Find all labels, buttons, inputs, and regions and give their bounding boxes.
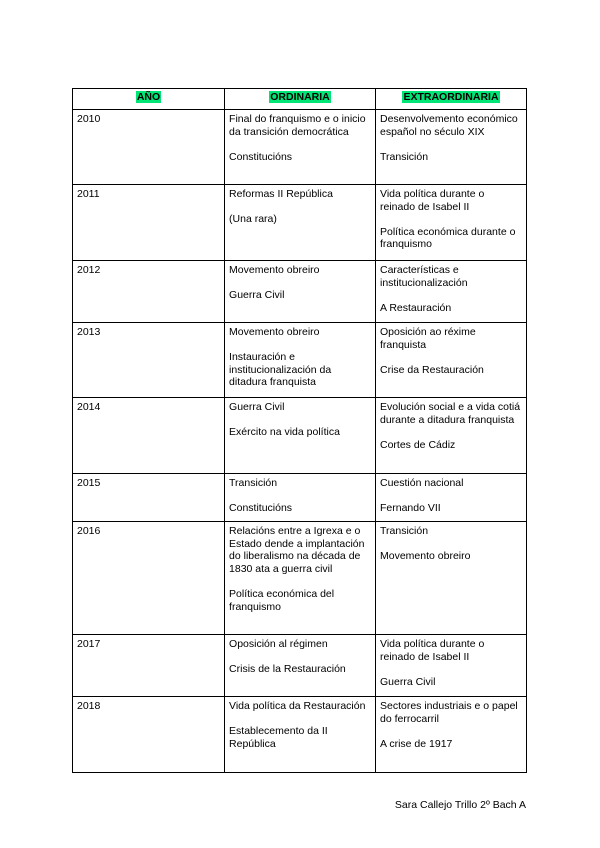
table-row <box>73 697 527 773</box>
extraordinaria-cell <box>376 522 527 635</box>
extraordinaria-cell <box>376 474 527 522</box>
topic-entry: A crise de 1917 <box>380 737 453 750</box>
topic-entry: Sectores industriais e o papel do ferrocarril <box>380 700 518 725</box>
topic-entry: Instauración e institucionalización da ditadura franquista <box>229 351 332 389</box>
ordinaria-cell <box>225 697 376 773</box>
topic-entry: Guerra Civil <box>229 401 285 413</box>
year-cell: 2012 <box>73 261 225 323</box>
topic-entry: Política económica durante o franquismo <box>380 225 516 251</box>
topic-entry: Crise da Restauración <box>380 363 484 376</box>
topic-entry: Transición <box>229 477 278 489</box>
ordinaria-cell <box>225 474 376 522</box>
header-ordinaria: ORDINARIA <box>225 89 376 110</box>
table-row <box>73 323 527 398</box>
topic-entry: Guerra Civil <box>229 289 285 302</box>
table-row <box>73 110 527 185</box>
topic-entry: Vida política durante o reinado de Isabel II <box>380 188 485 213</box>
header-extraordinaria: EXTRAORDINARIA <box>376 89 527 110</box>
ordinaria-cell <box>225 110 376 185</box>
topic-entry: Constitucións <box>229 502 293 515</box>
ordinaria-cell <box>225 635 376 697</box>
table-row <box>73 261 527 323</box>
ordinaria-cell <box>225 398 376 474</box>
exam-topics-table <box>72 88 527 773</box>
ordinaria-cell <box>225 261 376 323</box>
table-row <box>73 398 527 474</box>
table-row <box>73 522 527 635</box>
header-year: AÑO <box>73 89 225 110</box>
extraordinaria-cell <box>376 323 527 398</box>
extraordinaria-cell <box>376 697 527 773</box>
extraordinaria-cell <box>376 185 527 261</box>
extraordinaria-cell <box>376 110 527 185</box>
topic-entry: Oposición al régimen <box>229 638 328 650</box>
topic-entry: Características e institucionalización <box>380 264 468 289</box>
topic-entry: Movemento obreiro <box>380 550 471 563</box>
topic-entry: Movemento obreiro <box>229 326 320 338</box>
topic-entry: Cortes de Cádiz <box>380 438 456 451</box>
header-row <box>73 89 527 110</box>
topic-entry: Evolución social e a vida cotiá durante a ditadura franquista <box>380 401 521 426</box>
year-cell: 2013 <box>73 323 225 398</box>
topic-entry: Constitucións <box>229 150 293 163</box>
ordinaria-cell <box>225 185 376 261</box>
topic-entry: (Una rara) <box>229 213 277 226</box>
extraordinaria-cell <box>376 398 527 474</box>
topic-entry: Cuestión nacional <box>380 477 464 489</box>
topic-entry: Vida política durante o reinado de Isabel II <box>380 638 485 663</box>
topic-entry: Guerra Civil <box>380 675 436 688</box>
table-row <box>73 474 527 522</box>
year-cell: 2017 <box>73 635 225 697</box>
topic-entry: Exército na vida política <box>229 426 340 439</box>
topic-entry: Fernando VII <box>380 502 441 515</box>
year-cell: 2016 <box>73 522 225 635</box>
topic-entry: Vida política da Restauración <box>229 700 366 712</box>
ordinaria-cell <box>225 323 376 398</box>
extraordinaria-cell <box>376 261 527 323</box>
topic-entry: Política económica del franquismo <box>229 587 335 613</box>
topic-entry: Movemento obreiro <box>229 264 320 276</box>
topic-entry: Desenvolvemento económico español no século XIX <box>380 113 518 138</box>
topic-entry: Oposición ao réxime franquista <box>380 326 476 351</box>
author-footer: Sara Callejo Trillo 2º Bach A <box>394 799 526 811</box>
year-cell: 2011 <box>73 185 225 261</box>
topic-entry: Transición <box>380 525 429 537</box>
year-cell: 2018 <box>73 697 225 773</box>
extraordinaria-cell <box>376 635 527 697</box>
ordinaria-cell <box>225 522 376 635</box>
topic-entry: Transición <box>380 150 429 163</box>
table-row <box>73 635 527 697</box>
year-cell: 2010 <box>73 110 225 185</box>
year-cell: 2015 <box>73 474 225 522</box>
topic-entry: Final do franquismo e o inicio da transición democrática <box>229 113 366 138</box>
year-cell: 2014 <box>73 398 225 474</box>
table-row <box>73 185 527 261</box>
topic-entry: Establecemento da II República <box>229 725 328 750</box>
topic-entry: Relacións entre a Igrexa e o Estado dende a implantación do liberalismo na década de 1830 ata a guerra civil <box>229 525 365 575</box>
topic-entry: Reformas II República <box>229 188 333 200</box>
topic-entry: Crisis de la Restauración <box>229 663 346 676</box>
topic-entry: A Restauración <box>380 301 452 314</box>
